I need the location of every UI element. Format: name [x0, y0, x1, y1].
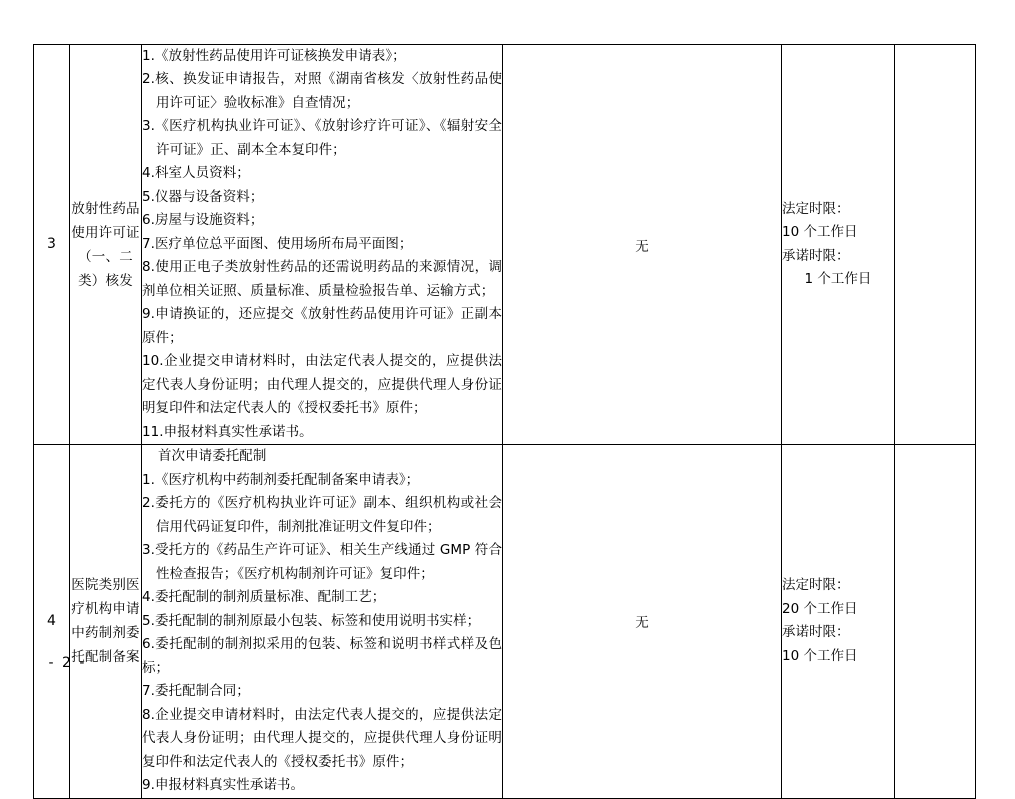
row-item-name: 医院类别医疗机构申请中药制剂委托配制备案 [70, 445, 142, 798]
timelimit-line: 10 个工作日 [782, 647, 858, 664]
row-materials [142, 445, 503, 798]
row-fee: 无 [503, 45, 782, 445]
material-line: 2.委托方的《医疗机构执业许可证》副本、组织机构或社会信用代码证复印件，制剂批准证明文件复印件； [142, 495, 502, 535]
row-extra [895, 45, 976, 445]
material-line: 3.受托方的《药品生产许可证》、相关生产线通过 GMP 符合性检查报告；《医疗机构制剂许可证》复印件； [142, 542, 502, 582]
row-materials [142, 45, 503, 445]
timelimit-line: 1 个工作日 [804, 271, 872, 288]
material-line: 9.申请换证的，还应提交《放射性药品使用许可证》正副本原件； [142, 306, 502, 346]
table-row [34, 445, 976, 798]
material-line: 7.委托配制合同； [142, 683, 250, 700]
row-timelimit [782, 45, 895, 445]
table-row [34, 45, 976, 445]
page-footer [0, 655, 1015, 671]
timelimit-line: 20 个工作日 [782, 600, 858, 617]
material-line: 5.委托配制的制剂原最小包装、标签和使用说明书实样； [142, 612, 481, 629]
page-number: - 2 - [48, 655, 87, 671]
timelimit-line: 法定时限： [782, 200, 850, 217]
material-line: 10.企业提交申请材料时，由法定代表人提交的，应提供法定代表人身份证明；由代理人提交的，应提供代理人身份证明复印件和法定代表人的《授权委托书》原件； [142, 353, 502, 417]
material-line: 1.《医疗机构中药制剂委托配制备案申请表》； [142, 471, 420, 488]
material-line: 2.核、换发证申请报告，对照《湖南省核发〈放射性药品使用许可证〉验收标准》自查情况； [142, 71, 502, 111]
row-timelimit [782, 445, 895, 798]
material-line: 6.房屋与设施资料； [142, 212, 264, 229]
material-line: 8.使用正电子类放射性药品的还需说明药品的来源情况，调剂单位相关证照、质量标准、质量检验报告单、运输方式； [142, 259, 502, 299]
row-extra [895, 445, 976, 798]
timelimit-line: 10 个工作日 [782, 224, 858, 241]
timelimit-line: 法定时限： [782, 577, 850, 594]
material-line: 4.科室人员资料； [142, 165, 250, 182]
requirements-table [33, 44, 976, 799]
material-line: 11.申报材料真实性承诺书。 [142, 423, 313, 440]
materials-lead: 首次申请委托配制 [158, 448, 267, 465]
row-fee: 无 [503, 445, 782, 798]
material-line: 9.申报材料真实性承诺书。 [142, 777, 305, 794]
material-line: 5.仪器与设备资料； [142, 188, 264, 205]
material-line: 3.《医疗机构执业许可证》、《放射诊疗许可证》、《辐射安全许可证》正、副本全本复印件； [142, 118, 502, 158]
material-line: 6.委托配制的制剂拟采用的包装、标签和说明书样式样及色标； [142, 636, 502, 676]
row-item-name: 放射性药品使用许可证（一、二类）核发 [70, 45, 142, 445]
material-line: 4.委托配制的制剂质量标准、配制工艺； [142, 589, 386, 606]
material-line: 7.医疗单位总平面图、使用场所布局平面图； [142, 235, 413, 252]
row-number: 4 [34, 445, 70, 798]
row-number: 3 [34, 45, 70, 445]
timelimit-line: 承诺时限： [782, 247, 850, 264]
timelimit-line: 承诺时限： [782, 624, 850, 641]
material-line: 1.《放射性药品使用许可证核换发申请表》； [142, 48, 406, 64]
material-line: 8.企业提交申请材料时，由法定代表人提交的，应提供法定代表人身份证明；由代理人提交的，应提供代理人身份证明复印件和法定代表人的《授权委托书》原件； [142, 706, 502, 770]
